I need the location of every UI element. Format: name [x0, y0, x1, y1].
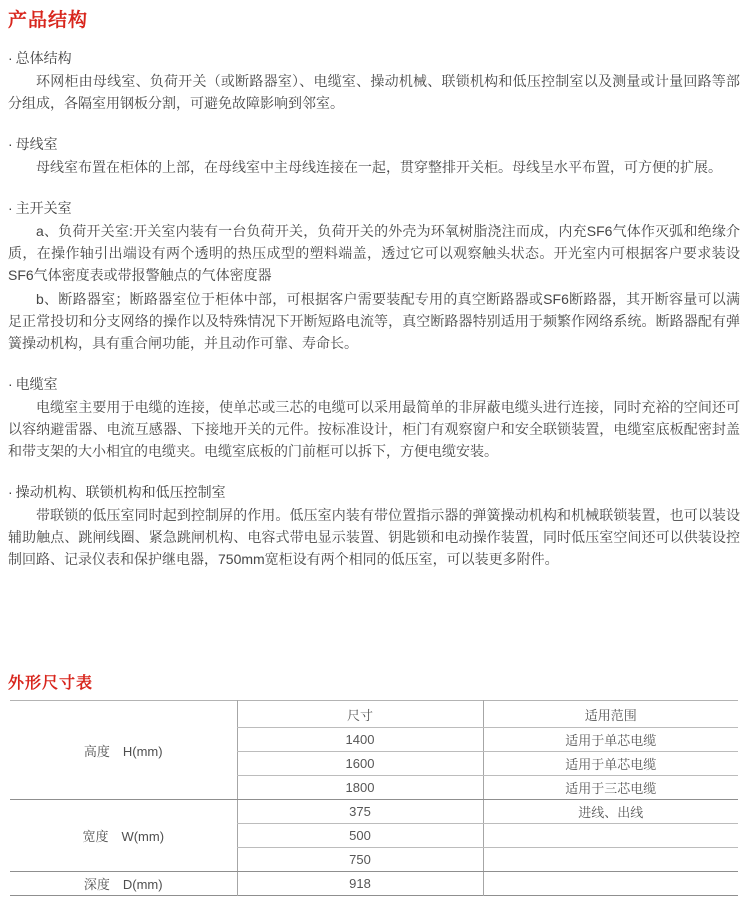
- size-cell: 918: [237, 872, 483, 896]
- section-heading-text: 操动机构、联锁机构和低压控制室: [15, 484, 226, 500]
- bullet-icon: ·: [8, 376, 13, 392]
- table-header-row: [10, 701, 738, 728]
- range-cell: [483, 824, 738, 848]
- paragraph: b、断路器室；断路器室位于柜体中部，可根据客户需要装配专用的真空断路器或SF6断路器，其开断容量可以满足正常投切和分支网络的操作以及特殊情况下开断短路电流等，真空断路器特别适用于频繁作网络系统。断路器配有弹簧操动机构，具有重合闸功能，并且动作可靠、寿命长。: [8, 291, 740, 351]
- size-cell: 1800: [237, 776, 483, 800]
- range-cell: [483, 872, 738, 896]
- size-cell: 1400: [237, 728, 483, 752]
- bullet-icon: ·: [8, 136, 13, 152]
- section-busbar-room: [8, 134, 740, 178]
- paragraph: 母线室布置在柜体的上部，在母线室中主母线连接在一起，贯穿整排开关柜。母线呈水平布置，可方便的扩展。: [36, 159, 722, 175]
- row-group-label-height: 高度 H(mm): [10, 701, 237, 800]
- section-heading: [8, 48, 740, 68]
- paragraph: 带联锁的低压室同时起到控制屏的作用。低压室内装有带位置指示器的弹簧操动机构和机械联锁装置，也可以装设辅助触点、跳闸线圈、紧急跳闸机构、电容式带电显示装置、钥匙锁和电动操作装置，同时低压室空间还可以供装设控制回路、记录仪表和保护继电器，750mm宽柜设有两个相同的低压室，可以装更多附件。: [8, 507, 740, 567]
- range-cell: 适用于三芯电缆: [483, 776, 738, 800]
- range-cell: 适用于单芯电缆: [483, 752, 738, 776]
- size-cell: 1600: [237, 752, 483, 776]
- size-cell: 750: [237, 848, 483, 872]
- section-overall-structure: [8, 48, 740, 114]
- bullet-icon: ·: [8, 484, 13, 500]
- size-cell: 375: [237, 800, 483, 824]
- paragraph: 环网柜由母线室、负荷开关（或断路器室）、电缆室、操动机械、联锁机构和低压控制室以及测量或计量回路等部分组成，各隔室用钢板分割，可避免故障影响到邻室。: [8, 73, 740, 111]
- bullet-icon: ·: [8, 200, 13, 216]
- page-title: 产品结构: [8, 10, 89, 31]
- row-group-label-depth: 深度 D(mm): [83, 877, 163, 892]
- section-heading-text: 总体结构: [15, 50, 72, 66]
- range-cell: [483, 848, 738, 872]
- section-main-switch-room: [8, 198, 740, 354]
- table-row: [10, 872, 738, 896]
- section-heading-text: 电缆室: [15, 376, 58, 392]
- section-heading-text: 主开关室: [15, 200, 72, 216]
- range-cell: 适用于单芯电缆: [483, 728, 738, 752]
- paragraph: a、负荷开关室:开关室内装有一台负荷开关，负荷开关的外壳为环氧树脂浇注而成，内充SF6气体作灭弧和绝缘介质，在操作轴引出端设有两个透明的热压成型的塑料端盖，透过它可以观察触头状态。开光室内可根据客户要求装设SF6气体密度表或带报警触点的气体密度器: [8, 223, 740, 283]
- section-heading-text: 母线室: [15, 136, 58, 152]
- row-group-label-width: 宽度 W(mm): [10, 800, 237, 872]
- column-header-range: 适用范围: [483, 701, 738, 728]
- section-heading: [8, 482, 740, 502]
- table-row: [10, 800, 738, 824]
- dimensions-table: [10, 700, 738, 896]
- size-cell: 500: [237, 824, 483, 848]
- bullet-icon: ·: [8, 50, 13, 66]
- section-cable-room: [8, 374, 740, 462]
- paragraph: 电缆室主要用于电缆的连接，使单芯或三芯的电缆可以采用最简单的非屏蔽电缆头进行连接，同时充裕的空间还可以容纳避雷器、电流互感器、下接地开关的元件。按标准设计，柜门有观察窗户和安全联锁装置，电缆室底板配密封盖和带支架的大小相宜的电缆夹。电缆室底板的门前框可以拆下，方便电缆安装。: [8, 399, 740, 459]
- range-cell: 进线、出线: [483, 800, 738, 824]
- section-heading: [8, 134, 740, 154]
- section-mechanism-and-lv-control: [8, 482, 740, 570]
- section-heading: [8, 374, 740, 394]
- dimensions-title: 外形尺寸表: [8, 675, 94, 692]
- section-heading: [8, 198, 740, 218]
- column-header-size: 尺寸: [237, 701, 483, 728]
